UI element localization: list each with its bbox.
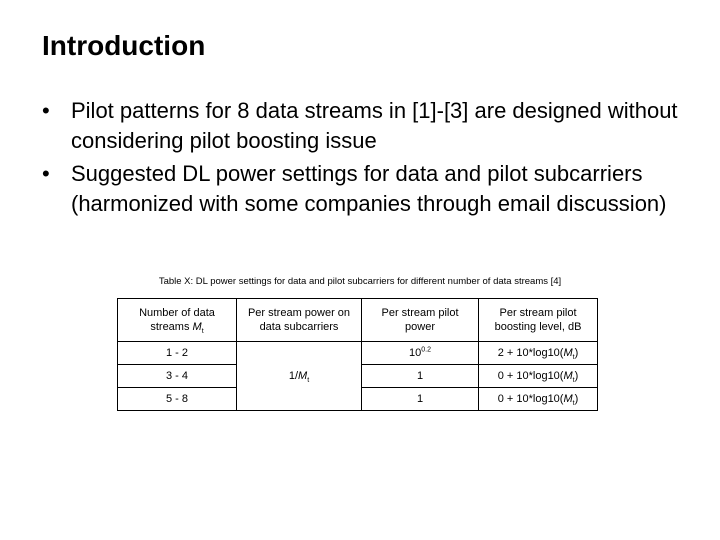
header-boost-level: Per stream pilot boosting level, dB [479, 299, 598, 342]
dl-power-settings-table [117, 298, 598, 411]
table-row [118, 342, 598, 365]
cell-range: 3 - 4 [118, 365, 237, 388]
cell-pilot-power: 1 [362, 365, 479, 388]
bullet-dot: • [42, 98, 50, 123]
slide-title: Introduction [42, 30, 206, 61]
bullet-text: Suggested DL power settings for data and pilot subcarriers (harmonized with some companies through email discussion) [71, 161, 667, 216]
bullet-text: Pilot patterns for 8 data streams in [1]-[3] are designed without considering pilot boosting issue [71, 98, 678, 153]
cell-boost: $2 + 10*\log 10(M_t)$ [479, 342, 598, 365]
bullet-item [42, 96, 682, 156]
cell-boost: $0 + 10*\log 10(M_t)$ [479, 388, 598, 411]
bullet-dot: • [42, 161, 50, 186]
bullet-item [42, 159, 682, 219]
table-caption-text: Table X: DL power settings for data and pilot subcarriers for different number of data streams [4] [158, 276, 562, 287]
header-data-power: Per stream power on data subcarriers [237, 299, 362, 342]
cell-boost: $0 + 10*\log 10(M_t)$ [479, 365, 598, 388]
cell-range: 5 - 8 [118, 388, 237, 411]
cell-pilot-power: $10^{0.2}$ [362, 342, 479, 365]
table-header-row [118, 299, 598, 342]
cell-data-power: $1/M_t$ [237, 342, 362, 411]
cell-pilot-power: 1 [362, 388, 479, 411]
header-pilot-power: Per stream pilot power [362, 299, 479, 342]
cell-range: 1 - 2 [118, 342, 237, 365]
header-num-streams: Number of data streams $M_t$ [118, 299, 237, 342]
table-caption [0, 276, 720, 287]
bullet-list [42, 96, 682, 222]
